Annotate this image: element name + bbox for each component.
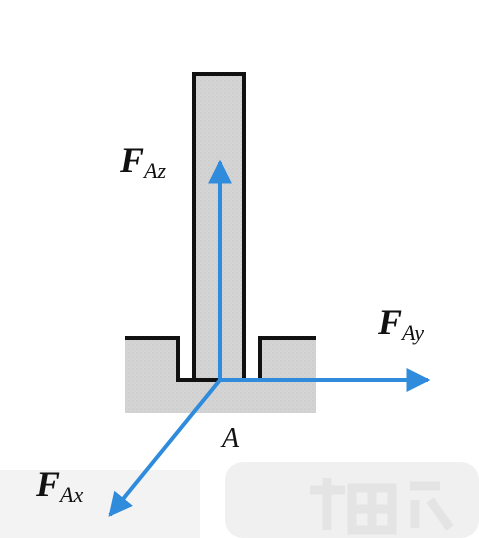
force-label-x: FAx: [36, 464, 84, 507]
force-label-z: FAz: [120, 140, 167, 183]
point-label-a: A: [222, 423, 240, 454]
force-label-y: FAy: [378, 302, 425, 345]
